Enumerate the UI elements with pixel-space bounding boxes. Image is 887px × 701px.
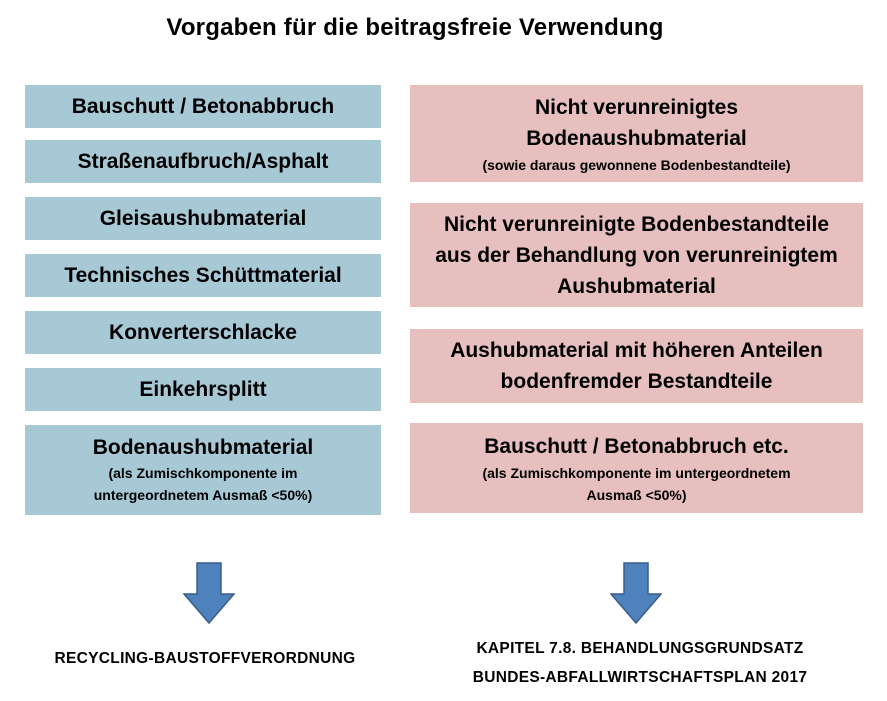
left-box-strassenaufbruch: [25, 140, 381, 183]
right-box-bodenbestandteile: [410, 203, 863, 307]
right-box-sub: (als Zumischkomponente im untergeordnetem: [482, 464, 791, 481]
left-box-label: Bodenaushubmaterial: [92, 436, 314, 459]
left-box-einkehrsplitt: [25, 368, 381, 411]
right-box-nicht-verunreinigtes: [410, 85, 863, 182]
footer-right: [420, 634, 860, 692]
down-arrow-icon: [610, 562, 662, 624]
left-box-label: Technisches Schüttmaterial: [64, 263, 342, 287]
left-box-label: Konverterschlacke: [109, 320, 297, 344]
footer-left: RECYCLING-BAUSTOFFVERORDNUNG: [54, 650, 356, 667]
right-box-sub: (sowie daraus gewonnene Bodenbestandteile): [482, 156, 791, 173]
right-box-line: Bodenaushubmaterial: [526, 126, 747, 150]
footer-right-line: KAPITEL 7.8. BEHANDLUNGSGRUNDSATZ: [476, 640, 804, 657]
right-box-line: Bauschutt / Betonabbruch etc.: [484, 434, 789, 458]
footer-right-line: BUNDES-ABFALLWIRTSCHAFTSPLAN 2017: [472, 669, 808, 686]
right-box-sub: Ausmaß <50%): [586, 486, 687, 503]
left-box-label: Straßenaufbruch/Asphalt: [77, 149, 329, 173]
down-arrow-icon: [183, 562, 235, 624]
right-box-aushubmaterial: [410, 329, 863, 403]
left-box-sub: untergeordnetem Ausmaß <50%): [93, 487, 313, 503]
left-box-label: Gleisaushubmaterial: [99, 206, 307, 230]
left-box-bodenaushub: [25, 425, 381, 515]
left-box-label: Einkehrsplitt: [139, 377, 267, 401]
left-box-label: Bauschutt / Betonabbruch: [71, 94, 335, 118]
right-box-line: Aushubmaterial: [557, 274, 716, 298]
left-box-konverterschlacke: [25, 311, 381, 354]
right-box-line: bodenfremder Bestandteile: [500, 370, 773, 393]
right-box-line: Nicht verunreinigtes: [534, 95, 739, 119]
left-box-gleisaushub: [25, 197, 381, 240]
left-box-sub: (als Zumischkomponente im: [108, 465, 298, 481]
right-box-line: Aushubmaterial mit höheren Anteilen: [450, 339, 823, 362]
page-title: Vorgaben für die beitragsfreie Verwendung: [166, 14, 664, 41]
right-box-line: aus der Behandlung von verunreinigtem: [435, 243, 838, 267]
right-box-line: Nicht verunreinigte Bodenbestandteile: [443, 212, 830, 236]
left-box-bauschutt: [25, 85, 381, 128]
right-box-bauschutt: [410, 423, 863, 513]
left-box-schuettmaterial: [25, 254, 381, 297]
